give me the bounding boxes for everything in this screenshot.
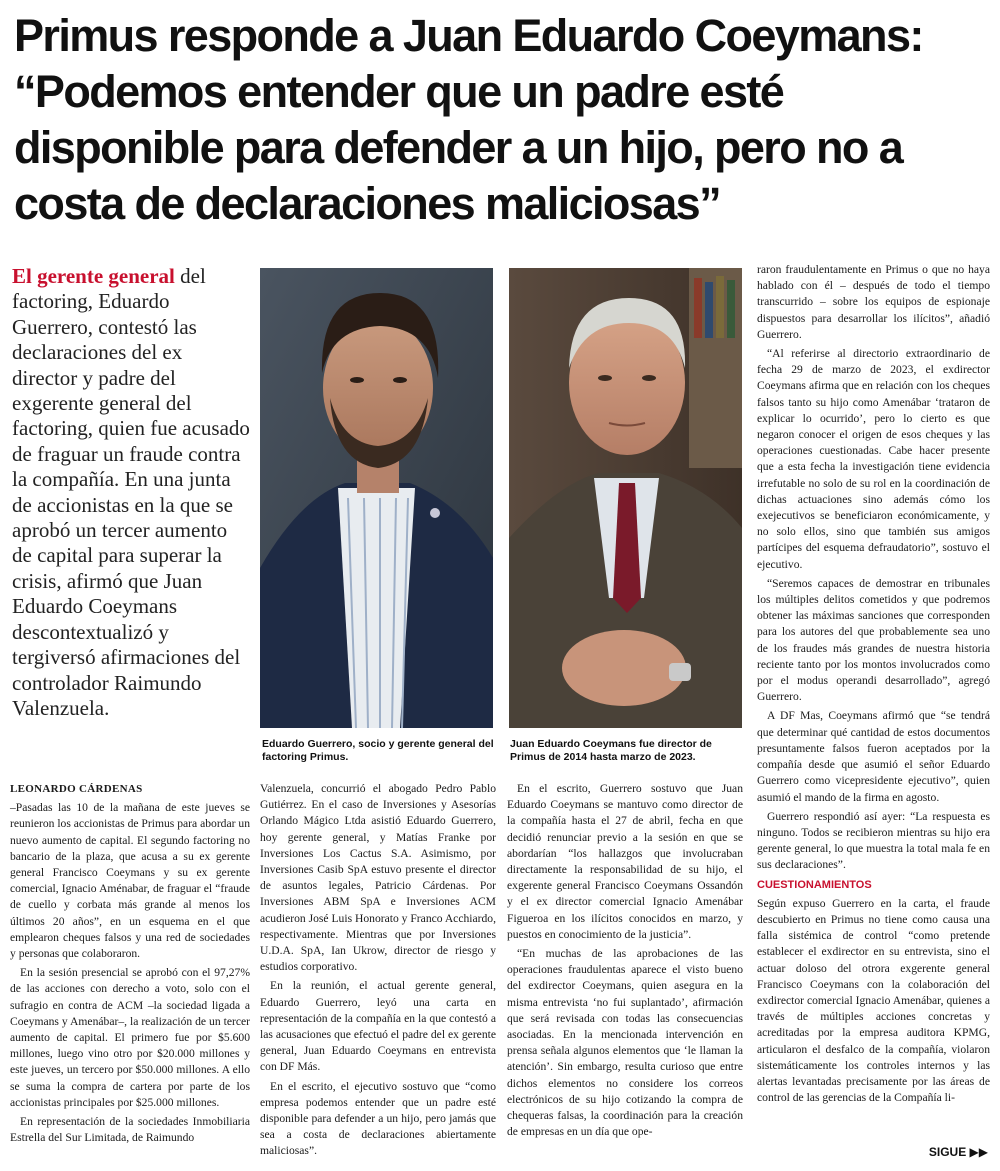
col4-paragraph: A DF Mas, Coeymans afirmó que “se tendrá que determinar qué cantidad de estos documentos presuntamente falsos fueron aceptados por la compañía desde que asumió el señor Eduardo Guerrero como vicepresidente ejecutivo”, quien asumió el mando de la firma en agosto. bbox=[757, 709, 990, 804]
col1-paragraph: En la sesión presencial se aprobó con el 97,27% de las acciones con derecho a voto, solo con el sufragio en contra de ACM –la sociedad ligada a Coeymans y Amenábar–, la realización de un tercer aumento de capital. El primero fue por $5.600 millones, luego vino otro por $20.000 millones y este jueves, un tercero por $50.000 millones. A ello se suma la compra de cartera por parte de los accionistas principales por $25.000 millones. bbox=[10, 966, 250, 1109]
body-column-4 bbox=[757, 262, 990, 1109]
lead-kicker: El gerente general bbox=[12, 264, 175, 288]
headline bbox=[14, 8, 990, 232]
body-column-1 bbox=[10, 781, 250, 1149]
photo-coeymans bbox=[509, 268, 742, 728]
continue-marker: SIGUE ▶▶ bbox=[928, 1145, 988, 1159]
col4-paragraph: “Al referirse al directorio extraordinario de fecha 29 de marzo de 2023, el exdirector Coeymans afirma que en relación con los cheques falsos tanto su hijo como Amenábar ‘trataron de explicar lo ocurrido’, pero lo cierto es que negaron conocer el origen de esos cheques y las operaciones cuestionadas. Cabe hacer presente que a esta fecha la investigación tiene evidencia irrefutable no solo de su rol en la coordinación de dichas actuaciones sino además cómo los exejecutivos se beneficiaron económicamente, y no solo ellos, sino que también sus amigos partícipes del esquema defraudatorio”, sostuvo el ejecutivo. bbox=[757, 347, 990, 571]
headline-line-3: disponible para defender a un hijo, pero no a bbox=[14, 122, 903, 173]
photo-coeymans-caption: Juan Eduardo Coeymans fue director de Primus de 2014 hasta marzo de 2023. bbox=[510, 738, 712, 763]
lead-text: del factoring, Eduardo Guerrero, contestó las declaraciones del ex director y padre del exgerente general del factoring, quien fue acusado de fraguar un fraude contra la compañía. En una junta de accionistas en la que se aprobó un tercer aumento de capital para superar la crisis, afirmó que Juan Eduardo Coeymans descontextualizó y tergiversó afirmaciones del controlador Raimundo Valenzuela. bbox=[12, 264, 250, 720]
col4-paragraph: Guerrero respondió así ayer: “La respuesta es ninguno. Todos se recibieron mientras su hijo era gerente general, lo que muestra la total mala fe en sus declaraciones”. bbox=[757, 809, 990, 872]
headline-line-1: Primus responde a Juan Eduardo Coeymans: bbox=[14, 10, 923, 61]
col4-paragraph: raron fraudulentamente en Primus o que no haya hablado con él – después de todo el tiempo transcurrido – sobre los equipos de espionaje dispuestos para desarrollar los ilícitos”, añadió Guerrero. bbox=[757, 263, 990, 341]
col2-paragraph: Valenzuela, concurrió el abogado Pedro Pablo Gutiérrez. En el caso de Inversiones y Asesorías Orlando Mágico Ltda asistió Eduardo Guerrero, hoy gerente general, y Matías Franke por Inversiones Los Cactus S.A. Asimismo, por Inversiones Casib SpA estuvo presente el director de asuntos legales, Patricio Cárdenas. Por Inversiones ABM SpA e Inversiones ACM acudieron José Luis Honorato y Franco Acchiardo, respectivamente. Mientras que por Inversiones U.D.A. SpA, Ian Ukrow, director de riesgo y estudios corporativo. bbox=[260, 782, 496, 974]
portrait-guerrero bbox=[260, 268, 493, 728]
col2-paragraph: En la reunión, el actual gerente general, Eduardo Guerrero, leyó una carta en representación de la compañía en la que contestó a las acusaciones que efectuó el padre del ex gerente general, Juan Eduardo Coeymans en entrevista con DF Más. bbox=[260, 979, 496, 1074]
byline: LEONARDO CÁRDENAS bbox=[10, 783, 143, 795]
body-column-2 bbox=[260, 781, 496, 1163]
portrait-coeymans bbox=[509, 268, 742, 728]
col1-paragraph: –Pasadas las 10 de la mañana de este jueves se reunieron los accionistas de Primus para abordar un nuevo aumento de capital. El segundo factoring no bancario de la plaza, que acusa a su ex gerente general Francisco Coeymans y su ex gerente comercial, Ignacio Aménabar, de fraguar el “fraude de cuello y corbata más grande al menos los últimos 20 años”, en un esquema en el que emplearon cheques falsos y una red de sociedades y personas que colaboraron. bbox=[10, 801, 250, 961]
col3-paragraph: “En muchas de las aprobaciones de las operaciones fraudulentas aparece el visto bueno del exdirector Coeymans, quien asegura en la misma entrevista ‘no fui suplantado’, afirmación que será revisada con todas las consecuencias asociadas. En la mencionada intervención en prensa señala algunos elementos que ‘le llaman la atención’. Sin embargo, resulta curioso que entre dichos elementos no considere los correos electrónicos de su hijo cotizando la compra de chequeras falsas, la coordinación para la creación de empresas en un día que ope- bbox=[507, 947, 743, 1139]
col3-paragraph: En el escrito, Guerrero sostuvo que Juan Eduardo Coeymans se mantuvo como director de la compañía hasta el 27 de abril, fecha en que decidió renunciar previo a la sesión en que se abordarían “los hallazgos que involucraban directamente la responsabilidad de su hijo, el exgerente general Francisco Coeymans Ossandón y el ex director comercial Ignacio Amenábar Figueroa en los ilícitos conocidos en marzo, y puestos en conocimiento de la justicia”. bbox=[507, 782, 743, 941]
photo-guerrero-caption: Eduardo Guerrero, socio y gerente general del factoring Primus. bbox=[262, 738, 494, 763]
col4-paragraph: “Seremos capaces de demostrar en tribunales los múltiples delitos cometidos y que podremos obtener las máximas sanciones que corresponden para los autores del que probablemente sea uno de los fraudes más grandes de nuestra historia reciente tanto por los montos involucrados como por el modus operandi desarrollado”, agregó Guerrero. bbox=[757, 576, 990, 704]
col1-paragraph: En representación de la sociedades Inmobiliaria Estrella del Sur Limitada, de Raimundo bbox=[10, 1115, 250, 1145]
lead-paragraph bbox=[12, 264, 252, 721]
headline-line-4: costa de declaraciones maliciosas” bbox=[14, 178, 720, 229]
col4-paragraph: Según expuso Guerrero en la carta, el fraude descubierto en Primus no tiene como causa una falla sistémica de control “como pretende establecer el exdirector en su entrevista, sino el actuar doloso del otrora exgerente general Francisco Coeymans con la colaboración del exdirector comercial Ignacio Amenábar, quienes a través de múltiples acciones concretas y acreditadas por la empresa auditora KPMG, articularon el desfalco de la compañía, violaron sistemáticamente los controles internos y las alertas levantadas precisamente por las áreas de control de las gerencias de la Compañía li- bbox=[757, 896, 990, 1105]
headline-line-2: “Podemos entender que un padre esté bbox=[14, 66, 784, 117]
body-column-3 bbox=[507, 781, 743, 1143]
photo-guerrero bbox=[260, 268, 493, 728]
section-subhead: CUESTIONAMIENTOS bbox=[757, 878, 872, 891]
col2-paragraph: En el escrito, el ejecutivo sostuvo que “como empresa podemos entender que un padre esté disponible para defender a un hijo, pero jamás que sea a costa de declaraciones abiertamente maliciosas”. bbox=[260, 1079, 496, 1158]
